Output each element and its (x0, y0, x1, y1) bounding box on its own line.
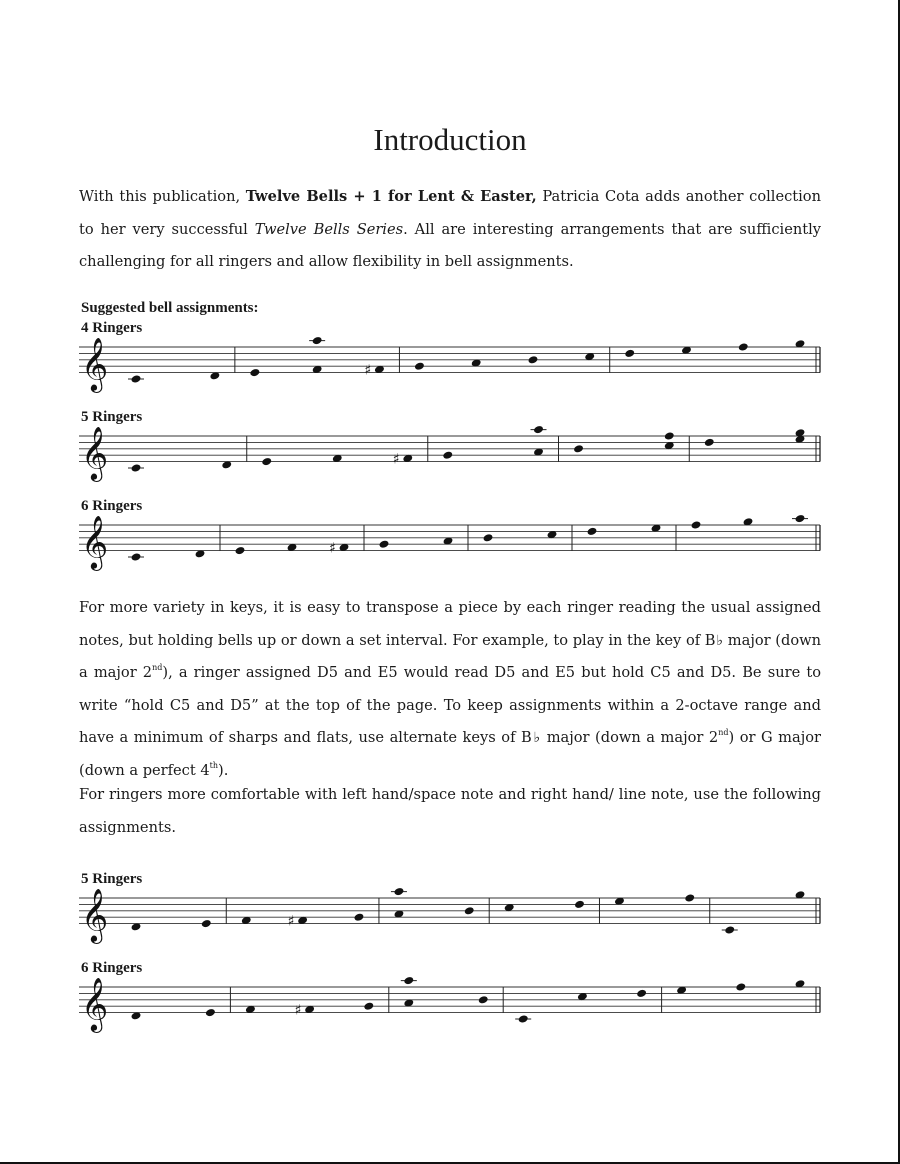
note-head (261, 457, 272, 466)
transpose-text-1: For more variety in keys, it is easy to transpose a piece by each ringer reading the usual assigned notes, but holding bells up or down a set interval. For example, to play in the key of B (79, 599, 821, 649)
intro-text-1: With this publication, (79, 188, 246, 205)
note-head (205, 1008, 216, 1017)
superscript: nd (152, 663, 163, 672)
treble-clef-icon: 𝄞 (81, 976, 109, 1031)
note-head (738, 342, 749, 351)
sharp-icon: ♯ (364, 362, 372, 379)
treble-clef-icon: 𝄞 (81, 887, 109, 942)
note-head (528, 355, 539, 364)
note-head (735, 982, 746, 991)
note-head (442, 451, 453, 460)
note-head (353, 913, 364, 922)
treble-clef-icon: 𝄞 (81, 514, 109, 569)
note-head (573, 444, 584, 453)
staff-six-ringers (0, 503, 900, 593)
label-five-ringers: 5 Ringers (81, 409, 143, 425)
sharp-icon: ♯ (294, 1002, 302, 1019)
note-head (574, 900, 585, 909)
label-six-ringers: 6 Ringers (81, 498, 143, 514)
superscript: th (209, 760, 219, 770)
note-head (587, 527, 598, 536)
transpose-paragraph (79, 592, 821, 787)
note-head (624, 349, 635, 358)
note-head (704, 438, 715, 447)
note-head (403, 976, 414, 985)
note-head (249, 368, 260, 377)
transpose-text-6: ). (218, 761, 229, 779)
note-head (312, 336, 323, 345)
note-head (235, 546, 246, 555)
transpose-text-3: ), a ringer assigned D5 and E5 would read D5 and E5 but hold C5 and D5. Be sure to write “hold C5 and D5” at the top of the page. To keep assignments within a 2-octave range and have a minimum of sharps and flats, use alternate keys of B (79, 664, 822, 746)
suggested-heading: Suggested bell assignments: (81, 300, 259, 316)
transpose-text-4: major (down a major 2 (541, 729, 719, 746)
note-head (691, 520, 702, 529)
staff-five-ringers (0, 414, 900, 504)
intro-book-title: Twelve Bells + 1 for Lent & Easter, (245, 188, 537, 205)
lefthand-paragraph: For ringers more comfortable with left hand/space note and right hand/ line note, use the following assignments. (79, 786, 821, 836)
label-five-ringers-alt: 5 Ringers (81, 871, 143, 887)
note-head (518, 1014, 529, 1023)
note-head (464, 906, 475, 915)
note-head (483, 533, 494, 542)
note-head (664, 431, 675, 440)
note-head (636, 989, 647, 998)
treble-clef-icon: 𝄞 (81, 336, 109, 391)
note-head (131, 552, 142, 561)
intro-paragraph (79, 181, 821, 279)
treble-clef-icon: 𝄞 (81, 425, 109, 480)
label-six-ringers-alt: 6 Ringers (81, 960, 143, 976)
intro-text-2: Patricia Cota adds another collection to her very successful (79, 188, 821, 238)
transpose-text-2: major (down a major 2 (79, 631, 821, 681)
sharp-icon: ♯ (287, 913, 295, 930)
note-head (795, 514, 806, 523)
intro-text-3: . All are interesting arrangements that are sufficiently challenging for all ringers and allow flexibility in bell assignments. (79, 220, 822, 270)
sharp-icon: ♯ (392, 451, 400, 468)
note-head (533, 425, 544, 434)
staff-four-ringers (0, 325, 900, 415)
note-head (379, 540, 390, 549)
staff-five-ringers-alt (0, 876, 900, 966)
superscript: nd (718, 728, 729, 737)
label-four-ringers: 4 Ringers (81, 320, 143, 336)
note-head (393, 887, 404, 896)
intro-series-name: Twelve Bells Series (254, 220, 404, 238)
note-head (131, 374, 142, 383)
flat-sign: ♭ (716, 632, 724, 649)
transpose-text-5: ) or G major (down a perfect 4 (79, 729, 822, 779)
page-title: Introduction (373, 122, 527, 157)
note-head (478, 995, 489, 1004)
note-head (684, 893, 695, 902)
note-head (414, 362, 425, 371)
note-head (201, 919, 212, 928)
flat-sign: ♭ (532, 730, 542, 746)
note-head (363, 1002, 374, 1011)
sharp-icon: ♯ (329, 540, 336, 557)
note-head (131, 463, 142, 472)
staff-six-ringers-alt (0, 965, 900, 1055)
note-head (724, 925, 735, 934)
